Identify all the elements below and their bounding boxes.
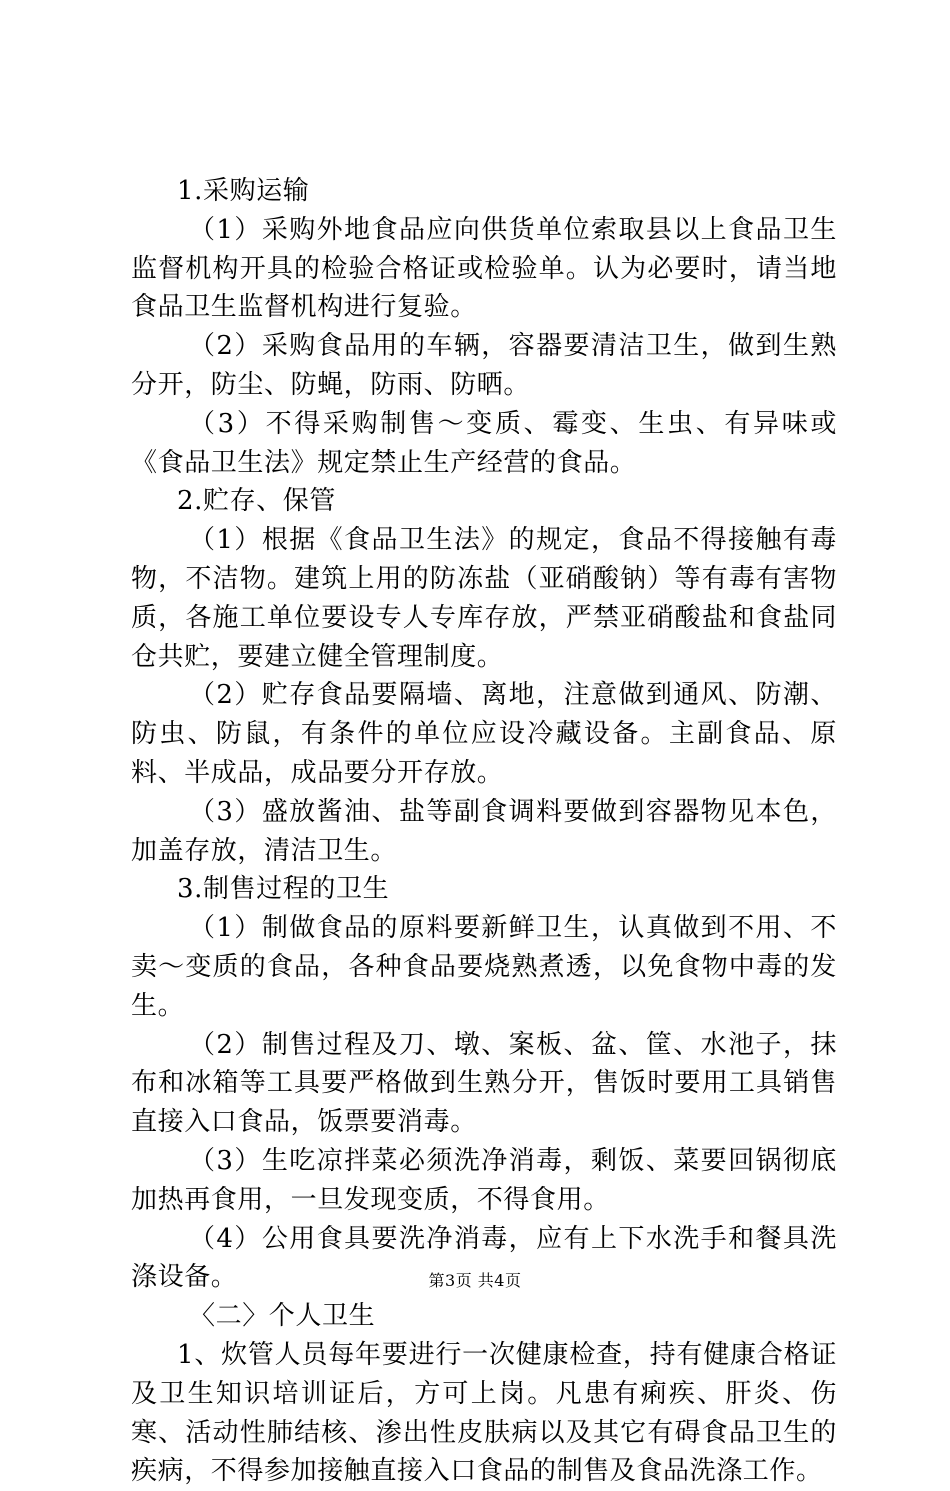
paragraph-procurement-3: （3）不得采购制售～变质、霉变、生虫、有异味或《食品卫生法》规定禁止生产经营的食品。	[131, 408, 837, 478]
paragraph-process-3: （3）生吃凉拌菜必须洗净消毒，剩饭、菜要回锅彻底加热再食用，一旦发现变质，不得食用。	[131, 1145, 837, 1215]
paragraph-storage-3: （3）盛放酱油、盐等副食调料要做到容器物见本色，加盖存放，清洁卫生。	[131, 796, 837, 866]
section-heading-personal-hygiene: 〈二〉个人卫生	[189, 1301, 376, 1332]
section-heading-storage: 2.贮存、保管	[177, 486, 337, 517]
paragraph-procurement-1: （1）采购外地食品应向供货单位索取县以上食品卫生监督机构开具的检验合格证或检验单。认为必要时，请当地食品卫生监督机构进行复验。	[131, 214, 837, 323]
section-heading-procurement: 1.采购运输	[177, 176, 310, 206]
paragraph-process-1: （1）制做食品的原料要新鲜卫生，认真做到不用、不卖～变质的食品，各种食品要烧熟煮透，以免食物中毒的发生。	[131, 913, 837, 1021]
paragraph-process-2: （2）制售过程及刀、墩、案板、盆、筐、水池子，抹布和冰箱等工具要严格做到生熟分开，售饭时要用工具销售直接入口食品，饭票要消毒。	[131, 1029, 837, 1138]
paragraph-personal-1: 1、炊管人员每年要进行一次健康检查，持有健康合格证及卫生知识培训证后，方可上岗。凡患有痢疾、肝炎、伤寒、活动性肺结核、渗出性皮肤病以及其它有碍食品卫生的疾病，不得参加接触直接入口食品的制售及食品洗涤工作。	[131, 1339, 837, 1487]
paragraph-storage-2: （2）贮存食品要隔墙、离地，注意做到通风、防潮、防虫、防鼠，有条件的单位应设冷藏设备。主副食品、原料、半成品，成品要分开存放。	[131, 680, 837, 788]
paragraph-storage-1: （1）根据《食品卫生法》的规定，食品不得接触有毒物，不洁物。建筑上用的防冻盐（亚硝酸钠）等有毒有害物质，各施工单位要设专人专库存放，严禁亚硝酸盐和食盐同仓共贮，要建立健全管理制度。	[131, 525, 837, 672]
paragraph-procurement-2: （2）采购食品用的车辆，容器要清洁卫生，做到生熟分开，防尘、防蝇，防雨、防晒。	[131, 331, 837, 400]
section-heading-process-hygiene: 3.制售过程的卫生	[177, 874, 390, 905]
paragraph-process-4: （4）公用食具要洗净消毒，应有上下水洗手和餐具洗涤设备。	[131, 1223, 837, 1293]
document-body	[131, 172, 837, 1491]
page-number-footer: 第3页 共4页	[428, 1271, 522, 1290]
